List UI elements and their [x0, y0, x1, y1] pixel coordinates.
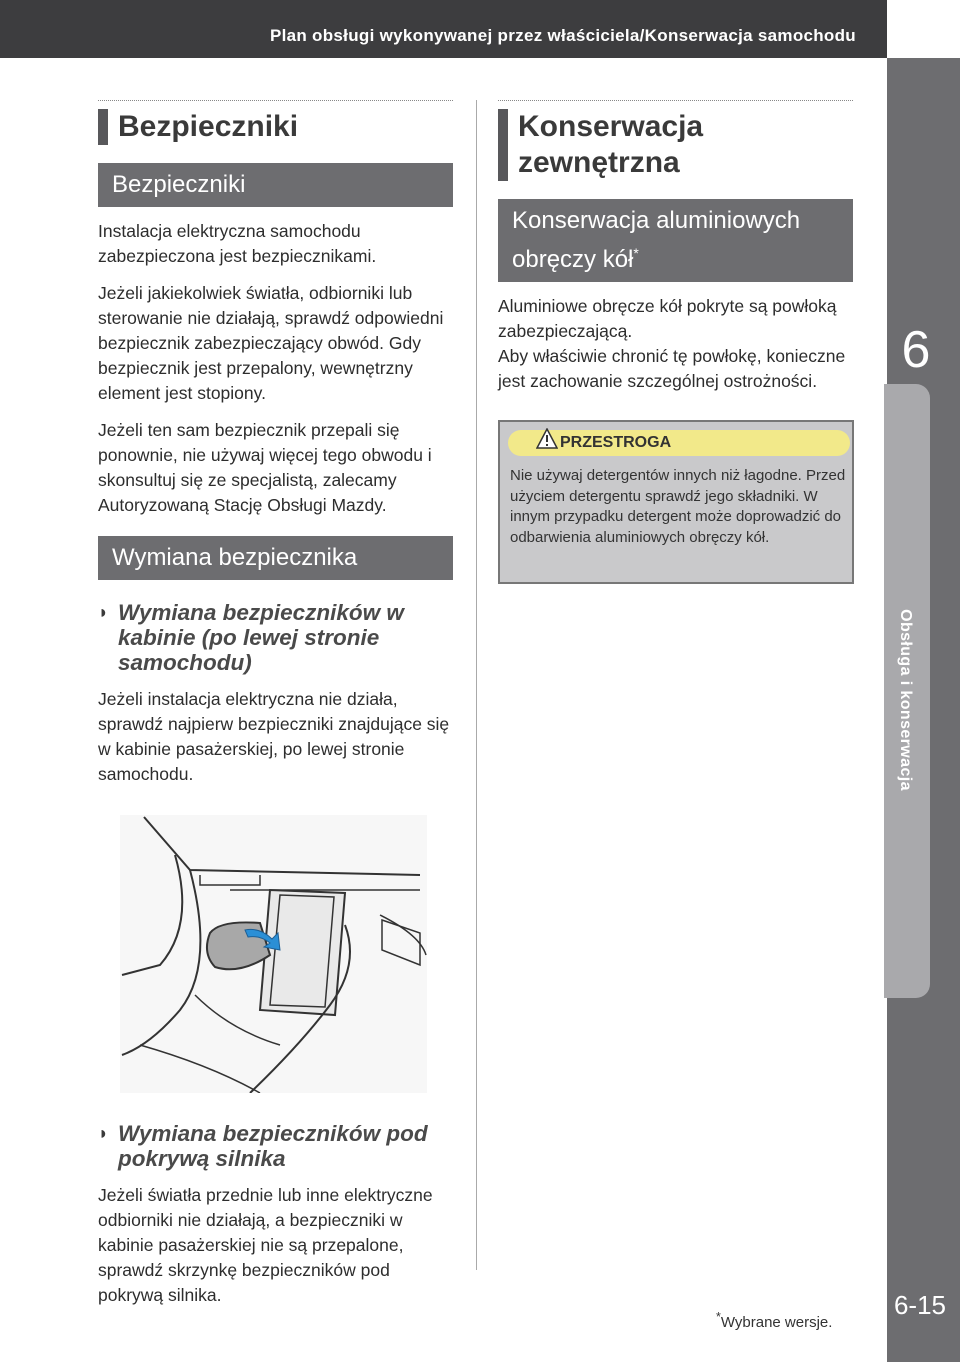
bullet-icon: ◗ — [98, 602, 109, 622]
chapter-number: 6 — [901, 321, 931, 379]
caution-text: Nie używaj detergentów innych niż łagodne. Przed użyciem detergentu sprawdź jego składniki. W innym przypadku detergent może doprowadzić do odbarwienia aluminiowych obręczy kół. — [510, 467, 846, 546]
paragraph: Jeżeli jakiekolwiek światła, odbiorniki lub sterowanie nie działają, sprawdź odpowiedni bezpiecznik zabezpieczający obwód. Gdy bezpiecznik jest przepalony, wewnętrzny element jest stopiony. — [98, 283, 444, 403]
subsection-heading-alloy-wheels: Konserwacja aluminiowych obręczy kół* — [498, 199, 853, 282]
section-title-fuses: Bezpieczniki — [98, 109, 453, 145]
paragraph: Aby właściwie chronić tę powłokę, konieczne jest zachowanie szczególnej ostrożności. — [498, 346, 846, 391]
column-divider — [476, 100, 477, 1270]
bullet-icon: ◗ — [98, 1123, 109, 1143]
paragraph: Jeżeli światła przednie lub inne elektryczne odbiorniki nie działają, a bezpieczniki w kabinie pasażerskiej nie są przepalone, sprawdź skrzynkę bezpieczników pod pokrywą silnika. — [98, 1185, 433, 1305]
section-title-exterior-care: Konserwacja zewnętrzna — [498, 109, 853, 181]
warning-icon — [536, 428, 558, 450]
chapter-label: Obsługa i konserwacja — [897, 609, 914, 791]
caution-box — [498, 420, 854, 584]
paragraph: Jeżeli instalacja elektryczna nie działa, sprawdź najpierw bezpieczniki znajdujące się w kabinie pasażerskiej, po lewej stronie samochodu. — [98, 689, 450, 784]
paragraph: Aluminiowe obręcze kół pokryte są powłoką zabezpieczającą. — [498, 296, 837, 341]
subsection-heading-fuses: Bezpieczniki — [98, 163, 453, 207]
paragraph: Instalacja elektryczna samochodu zabezpieczona jest bezpiecznikami. — [98, 221, 377, 266]
header-title: Plan obsługi wykonywanej przez właściciela/Konserwacja samochodu — [269, 26, 856, 45]
right-column — [498, 100, 853, 584]
sub-heading-engine-fuses: ◗ Wymiana bezpieczników pod pokrywą silnika — [98, 1121, 428, 1171]
left-column — [98, 100, 453, 1308]
fuse-panel-illustration — [120, 815, 427, 1093]
footnote: *Wybrane wersje. — [716, 1310, 833, 1331]
page-number: 6-15 — [893, 1290, 947, 1320]
caution-title: PRZESTROGA — [560, 434, 672, 451]
paragraph: Jeżeli ten sam bezpiecznik przepali się ponownie, nie używaj więcej tego obwodu i skonsultuj się ze specjalistą, zalecamy Autoryzowaną Stację Obsługi Mazdy. — [98, 420, 432, 515]
sub-heading-cabin-fuses: ◗ Wymiana bezpieczników w kabinie (po lewej stronie samochodu) — [98, 600, 404, 675]
subsection-heading-fuse-replacement: Wymiana bezpiecznika — [98, 536, 453, 580]
header-bar — [0, 0, 960, 58]
